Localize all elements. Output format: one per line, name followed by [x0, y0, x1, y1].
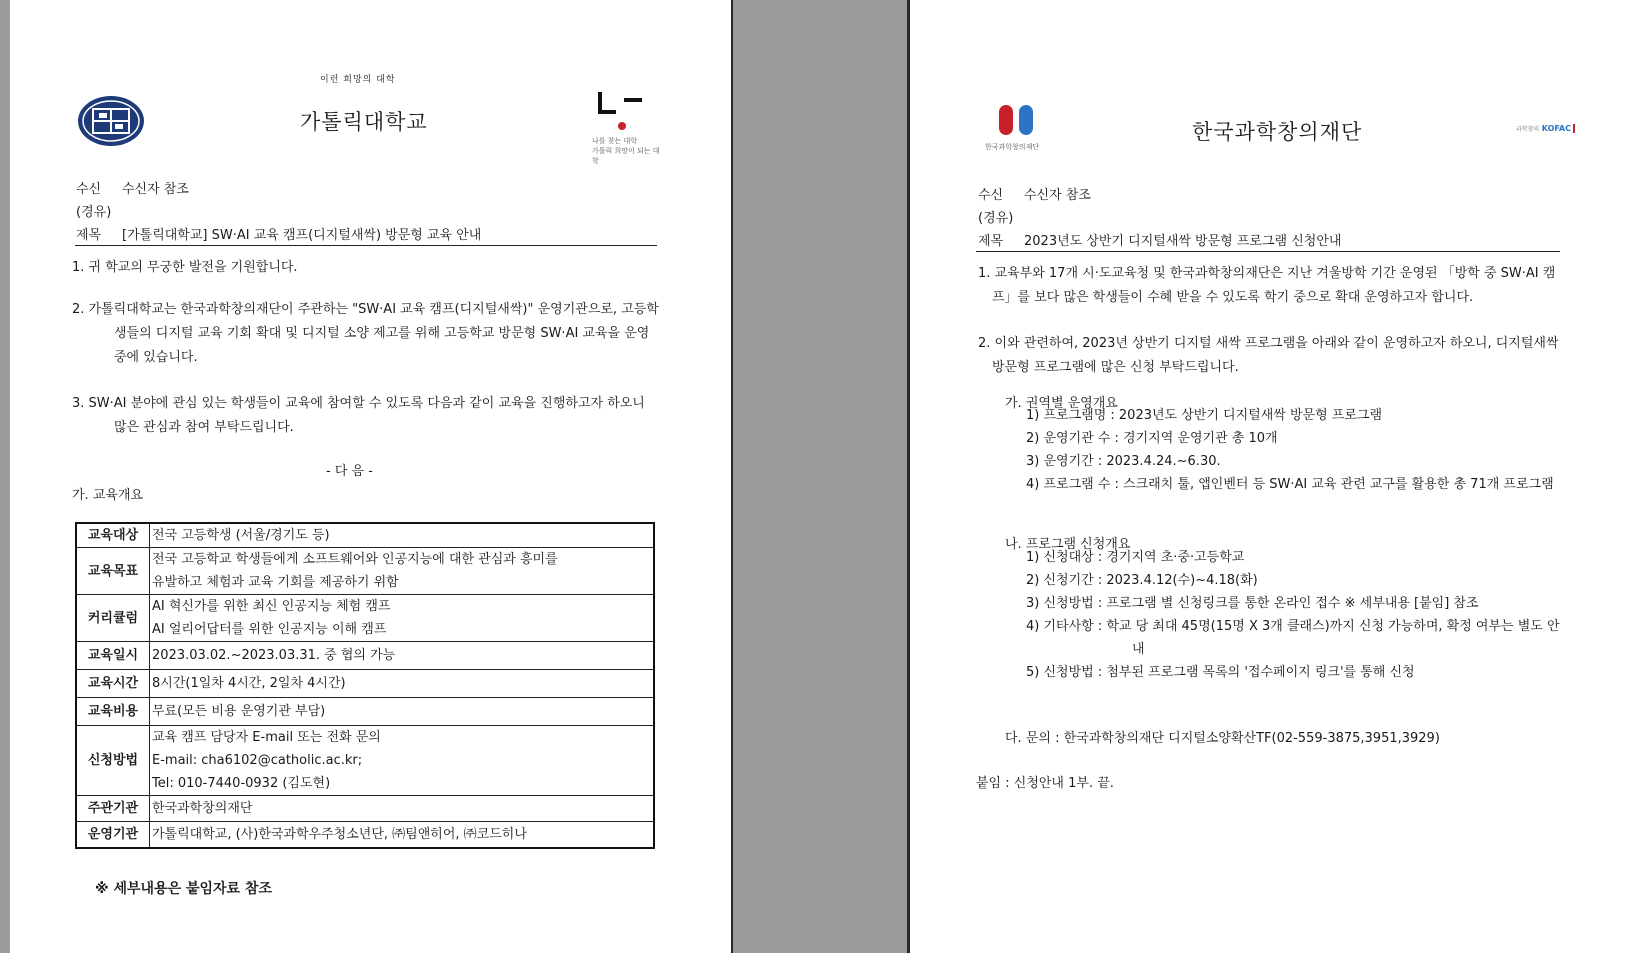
subject-value: [가톨릭대학교] SW·AI 교육 캠프(디지털새싹) 방문형 교육 안내: [122, 228, 482, 243]
list-item: 4) 기타사항 : 학교 당 최대 45명(15명 X 3개 클래스)까지 신청 가능하며, 확정 여부는 별도 안내: [1026, 619, 1560, 657]
recipient-label: 수신: [76, 182, 102, 197]
cell-line: 전국 고등학교 학생들에게 소프트웨어와 인공지능에 대한 관심과 흥미를: [152, 552, 558, 567]
table-cell: [150, 796, 655, 822]
cell-line: 8시간(1일차 4시간, 2일차 4시간): [152, 676, 346, 691]
cell-line: 무료(모든 비용 운영기관 부담): [152, 704, 326, 719]
table-header-cell: 교육시간: [76, 670, 150, 698]
cell-line: AI 얼리어답터를 위한 인공지능 이해 캠프: [152, 622, 387, 637]
list-item: 3) 신청방법 : 프로그램 별 신청링크를 통한 온라인 접수 ※ 세부내용 [붙임] 참조: [1026, 596, 1479, 611]
cell-line: 가톨릭대학교, (사)한국과학우주청소년단, ㈜팀앤히어, ㈜코드히나: [152, 827, 527, 842]
list-item: 1) 프로그램명 : 2023년도 상반기 디지털새싹 방문형 프로그램: [1026, 408, 1383, 423]
cell-line: AI 혁신가를 위한 최신 인공지능 체험 캠프: [152, 599, 391, 614]
table-header-cell: 교육목표: [76, 548, 150, 595]
table-row: [76, 796, 654, 822]
attachment-note: ※ 세부내용은 붙임자료 참조: [95, 881, 272, 897]
section-a-heading: 가. 권역별 운영개요: [1005, 396, 1118, 411]
table-cell: [150, 642, 655, 670]
cell-line: E-mail: cha6102@catholic.ac.kr;: [152, 753, 363, 768]
page-title: 한국과학창의재단: [1192, 120, 1363, 144]
section-b-list: [1026, 546, 1566, 684]
slogan-sub1: 나를 찾는 대학: [592, 137, 638, 145]
paragraph-1: 1. 교육부와 17개 시·도교육청 및 한국과학창의재단은 지난 겨울방학 기간 운영된 「방학 중 SW·AI 캠프」를 보다 많은 학생들이 수혜 받을 수 있도록 학기 중으로 확대 운영하고자 합니다.: [978, 266, 1556, 305]
paragraph-3: 3. SW·AI 분야에 관심 있는 학생들이 교육에 참여할 수 있도록 다음과 같이 교육을 진행하고자 하오니 많은 관심과 참여 부탁드립니다.: [72, 396, 645, 435]
table-row: [76, 698, 654, 726]
center-heading: - 다 음 -: [326, 464, 373, 479]
table-header-cell: 운영기관: [76, 822, 150, 849]
list-item: 1) 신청대상 : 경기지역 초·중·고등학교: [1026, 550, 1245, 565]
paragraph-2: 2. 가톨릭대학교는 한국과학창의재단이 주관하는 "SW·AI 교육 캠프(디지털새싹)" 운영기관으로, 고등학생들의 디지털 교육 기회 확대 및 디지털 소양 제고를 위해 고등학교 방문형 SW·AI 교육을 운영 중에 있습니다.: [72, 302, 659, 365]
catholic-university-emblem-icon: [77, 95, 145, 151]
attachment-line: 붙임 : 신청안내 1부. 끝.: [976, 776, 1114, 791]
table-cell: [150, 523, 655, 548]
table-header-cell: 교육대상: [76, 523, 150, 548]
paragraph-1: 1. 귀 학교의 무궁한 발전을 기원합니다.: [72, 260, 298, 275]
education-overview-table: [75, 522, 655, 849]
list-item: 2) 신청기간 : 2023.4.12(수)~4.18(화): [1026, 573, 1258, 588]
table-row: [76, 642, 654, 670]
table-header-cell: 주관기관: [76, 796, 150, 822]
section-a-heading: 가. 교육개요: [72, 488, 144, 503]
kofac-emblem-text: 한국과학창의재단: [985, 143, 1040, 151]
table-cell: [150, 595, 655, 642]
table-header-cell: 신청방법: [76, 726, 150, 796]
subject-divider: [976, 251, 1560, 252]
paragraph-2: 2. 이와 관련하여, 2023년 상반기 디지털 새싹 프로그램을 아래와 같이 운영하고자 하오니, 디지털새싹 방문형 프로그램에 많은 신청 부탁드립니다.: [978, 336, 1559, 375]
section-b-heading: 나. 프로그램 신청개요: [1005, 537, 1131, 552]
table-row: [76, 726, 654, 796]
table-header-cell: 교육비용: [76, 698, 150, 726]
table-row: [76, 670, 654, 698]
section-c-contact: 다. 문의 : 한국과학창의재단 디지털소양확산TF(02-559-3875,3951,3929): [1005, 731, 1440, 746]
table-cell: [150, 698, 655, 726]
cell-line: 한국과학창의재단: [152, 801, 253, 816]
recipient-value: 수신자 참조: [1024, 188, 1091, 203]
table-header-cell: 커리큘럼: [76, 595, 150, 642]
list-item: 2) 운영기관 수 : 경기지역 운영기관 총 10개: [1026, 431, 1278, 446]
table-row: [76, 595, 654, 642]
subject-value: 2023년도 상반기 디지털새싹 방문형 프로그램 신청안내: [1024, 234, 1342, 249]
recipient-value: 수신자 참조: [122, 182, 189, 197]
document-page-left: [10, 0, 733, 953]
list-item: 3) 운영기간 : 2023.4.24.~6.30.: [1026, 454, 1221, 469]
cell-line: 2023.03.02.~2023.03.31. 중 협의 가능: [152, 648, 396, 663]
cell-line: Tel: 010-7440-0932 (김도현): [152, 776, 331, 791]
slogan-sub2: 가톨릭 희망이 되는 대학: [592, 147, 660, 165]
kofac-wordmark-prefix: 과학창의: [1516, 126, 1540, 133]
table-row: [76, 822, 654, 849]
kofac-wordmark-icon: [1516, 124, 1575, 133]
table-cell: [150, 822, 655, 849]
motto-text: 이런 희망의 대학: [320, 75, 396, 85]
subject-label: 제목: [978, 234, 1004, 249]
via-text: (경유): [978, 211, 1014, 226]
subject-label: 제목: [76, 228, 102, 243]
section-a-list: [1026, 404, 1566, 496]
table-row: [76, 548, 654, 595]
list-item: 4) 프로그램 수 : 스크래치 툴, 앱인벤터 등 SW·AI 교육 관련 교구를 활용한 총 71개 프로그램: [1026, 477, 1554, 492]
table-header-cell: 교육일시: [76, 642, 150, 670]
via-text: (경유): [76, 205, 112, 220]
subject-divider: [75, 245, 657, 246]
cell-line: 교육 캠프 담당자 E-mail 또는 전화 문의: [152, 730, 381, 745]
page-title: 가톨릭대학교: [300, 110, 428, 134]
table-cell: [150, 670, 655, 698]
list-item: 5) 신청방법 : 첨부된 프로그램 목록의 '접수페이지 링크'를 통해 신청: [1026, 665, 1415, 680]
table-cell: [150, 548, 655, 595]
cell-line: 유발하고 체험과 교육 기회를 제공하기 위함: [152, 575, 399, 590]
table-row: [76, 523, 654, 548]
cell-line: 전국 고등학생 (서울/경기도 등): [152, 528, 330, 543]
recipient-label: 수신: [978, 188, 1004, 203]
kofac-wordmark-text: KOFAC: [1542, 124, 1575, 133]
slogan-logo-icon: [592, 88, 662, 166]
document-page-right: [907, 0, 1641, 953]
table-cell: [150, 726, 655, 796]
kofac-emblem-icon: [985, 103, 1065, 152]
